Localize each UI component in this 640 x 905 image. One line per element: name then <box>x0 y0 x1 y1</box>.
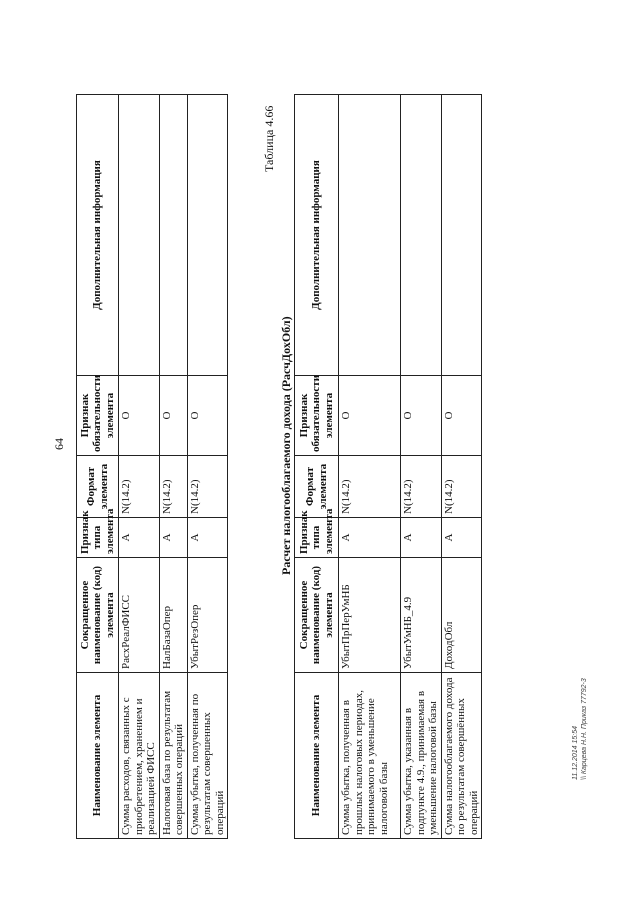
cell-mandatory: О <box>339 376 401 456</box>
cell-name: Сумма налогооблагаемого дохода по результатам совершённых операций <box>441 673 482 839</box>
col-header-info: Дополнительная информация <box>295 95 339 376</box>
table-row <box>159 95 187 839</box>
cell-info <box>401 95 442 376</box>
table-row <box>339 95 401 839</box>
cell-format: N(14.2) <box>401 456 442 518</box>
cell-type: А <box>401 518 442 558</box>
col-header-type: Признак типа элемента <box>295 518 339 558</box>
cell-info <box>119 95 160 376</box>
cell-type: А <box>119 518 160 558</box>
table-row <box>401 95 442 839</box>
cell-format: N(14.2) <box>187 456 228 518</box>
cell-type: А <box>159 518 187 558</box>
cell-code: УбытРезОпер <box>187 558 228 673</box>
cell-type: А <box>187 518 228 558</box>
cell-format: N(14.2) <box>441 456 482 518</box>
cell-mandatory: О <box>401 376 442 456</box>
cell-mandatory: О <box>187 376 228 456</box>
top-table <box>76 94 228 839</box>
cell-name: Сумма убытка, полученная в прошлых налоговых периодах, принимаемого в уменьшение налоговой базы <box>339 673 401 839</box>
cell-format: N(14.2) <box>119 456 160 518</box>
cell-code: УбытПрПерУмНБ <box>339 558 401 673</box>
cell-mandatory: О <box>159 376 187 456</box>
col-header-type: Признак типа элемента <box>77 518 119 558</box>
cell-info <box>339 95 401 376</box>
cell-info <box>441 95 482 376</box>
cell-mandatory: О <box>119 376 160 456</box>
col-header-mandatory: Признак обязательности элемента <box>295 376 339 456</box>
table-row <box>119 95 160 839</box>
cell-name: Сумма расходов, связанных с приобретением, хранением и реализацией ФИСС <box>119 673 160 839</box>
table-number: Таблица 4.66 <box>262 105 276 172</box>
cell-name: Сумма убытка, указанная в подпункте 4.9., принимаемая в уменьшение налоговой базы <box>401 673 442 839</box>
cell-name: Налоговая база по результатам совершенных операций <box>159 673 187 839</box>
footer-note <box>572 678 589 780</box>
col-header-code: Сокращенное наименование (код) элемента <box>77 558 119 673</box>
cell-info <box>159 95 187 376</box>
footer-timestamp: 11.12.2014 15:54 <box>572 726 579 780</box>
bottom-table <box>294 94 482 839</box>
col-header-mandatory: Признак обязательности элемента <box>77 376 119 456</box>
cell-mandatory: О <box>441 376 482 456</box>
cell-format: N(14.2) <box>159 456 187 518</box>
cell-code: РасхРеалФИСС <box>119 558 160 673</box>
cell-info <box>187 95 228 376</box>
cell-code: УбытУмНБ_4.9 <box>401 558 442 673</box>
cell-type: А <box>441 518 482 558</box>
section-title: Расчет налогооблагаемого дохода (РасчДохОбл) <box>279 316 293 575</box>
cell-type: А <box>339 518 401 558</box>
col-header-format: Формат элемента <box>77 456 119 518</box>
table-row <box>441 95 482 839</box>
col-header-name: Наименование элемента <box>77 673 119 839</box>
footer-author: \\ Карцева Н.Н. Приказ 77792-3 <box>580 678 588 780</box>
cell-format: N(14.2) <box>339 456 401 518</box>
cell-name: Сумма убытка, полученная по результатам совершенных операций <box>187 673 228 839</box>
col-header-name: Наименование элемента <box>295 673 339 839</box>
header-row <box>295 95 339 839</box>
cell-code: НалБазаОпер <box>159 558 187 673</box>
col-header-info: Дополнительная информация <box>77 95 119 376</box>
cell-code: ДоходОбл <box>441 558 482 673</box>
page-number: 64 <box>52 438 66 450</box>
col-header-format: Формат элемента <box>295 456 339 518</box>
header-row <box>77 95 119 839</box>
col-header-code: Сокращенное наименование (код) элемента <box>295 558 339 673</box>
table-row <box>187 95 228 839</box>
